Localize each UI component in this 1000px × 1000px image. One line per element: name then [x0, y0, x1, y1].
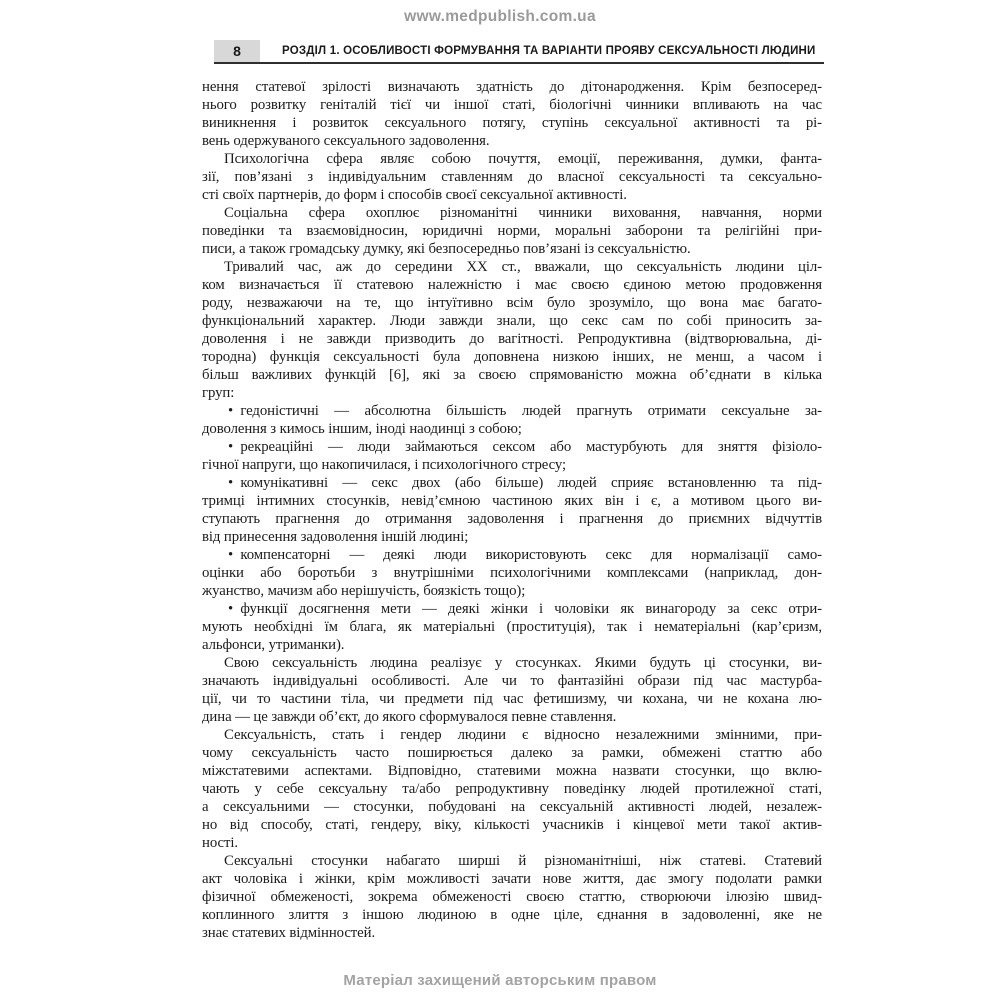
text-line: чому сексуальність часто поширюється далеко за рамки, обмежені статтю або	[202, 745, 822, 761]
text-line: фізичної обмеженості, зокрема обмеженості своєю статтю, створюючи ілюзію швид-	[202, 889, 822, 905]
text-line: роду, незважаючи на те, що інтуїтивно всім було зрозуміло, що вона має багато-	[202, 295, 822, 311]
text-line: Тривалий час, аж до середини XX ст., вважали, що сексуальність людини ціл-	[224, 259, 822, 275]
text-line: мують необхідні їм блага, як матеріальні (проституція), так і нематеріальні (кар’єризм,	[202, 619, 822, 635]
text-line: доволення і не завжди призводить до вагітності. Репродуктивна (відтворювальна, ді-	[202, 331, 822, 347]
text-line: від принесення задоволення іншій людині;	[202, 529, 469, 545]
text-line: коплинного злиття з іншою людиною в одне ціле, єднання в задоволенні, яке не	[202, 907, 822, 923]
text-block	[202, 78, 822, 942]
text-line: дина — це завжди об’єкт, до якого сформувалося певне ставлення.	[202, 709, 617, 725]
text-line: гічної напруги, що накопичилася, і психологічного стресу;	[202, 457, 566, 473]
text-line: писи, а також громадську думку, які безпосередньо пов’язані із сексуальністю.	[202, 241, 691, 257]
paragraph	[202, 204, 822, 258]
page-number: 8	[214, 40, 260, 62]
paragraph	[202, 150, 822, 204]
paragraph	[202, 726, 822, 852]
text-line: вень одержуваного сексуального задоволення.	[202, 133, 490, 149]
text-line: міжстатевими аспектами. Відповідно, статевими можна назвати стосунки, що вклю-	[202, 763, 822, 779]
text-line: акт чоловіка і жінки, крім можливості зачати нове життя, дає змогу подолати рамки	[202, 871, 822, 887]
paragraph	[202, 852, 822, 942]
text-line: оцінки або боротьби з внутрішніми психологічними комплексами (наприклад, дон-	[202, 565, 822, 581]
paragraph	[202, 654, 822, 726]
text-line: груп:	[202, 385, 235, 401]
text-line: Психологічна сфера являє собою почуття, емоції, переживання, думки, фанта-	[224, 151, 822, 167]
text-line: Сексуальність, стать і гендер людини є відносно незалежними змінними, при-	[224, 727, 822, 743]
text-line: функціональний характер. Люди завжди знали, що секс сам по собі приносить за-	[202, 313, 822, 329]
text-line: ком визначається її статевою належністю і має своєю єдиною метою продовження	[202, 277, 822, 293]
bullet-paragraph	[202, 546, 822, 600]
text-line: альфонси, утриманки).	[202, 637, 345, 653]
text-line: зії, пов’язані з індивідуальним ставленням до власної сексуальності та сексуально-	[202, 169, 822, 185]
bullet-paragraph	[202, 600, 822, 654]
text-line: поведінки та взаємовідносин, юридичні норми, моральні заборони та релігійні при-	[202, 223, 822, 239]
text-line: доволення з кимось іншим, іноді наодинці з собою;	[202, 421, 522, 437]
text-line: • гедоністичні — абсолютна більшість людей прагнуть отримати сексуальне за-	[228, 403, 822, 419]
text-line: більш важливих функцій [6], які за своєю спрямованістю можна об’єднати в кілька	[202, 367, 822, 383]
text-line: чають у себе сексуальну та/або репродуктивну поведінку людей протилежної статі,	[202, 781, 822, 797]
bullet-paragraph	[202, 402, 822, 438]
header-rule	[214, 62, 824, 64]
text-line: • компенсаторні — деякі люди використовують секс для нормалізації само-	[228, 547, 822, 563]
text-line: Сексуальні стосунки набагато ширші й різноманітніші, ніж статеві. Статевий	[224, 853, 822, 869]
text-line: тородна) функція сексуальності була доповнена низкою інших, не менш, а часом і	[202, 349, 822, 365]
text-line: нього розвитку геніталій тієї чи іншої статі, біологічні чинники впливають на час	[202, 97, 822, 113]
text-line: тримці інтимних стосунків, невід’ємною частиною яких він і є, а мотивом цього ви-	[202, 493, 822, 509]
text-line: • функції досягнення мети — деякі жінки і чоловіки як винагороду за секс отри-	[228, 601, 822, 617]
text-line: Соціальна сфера охоплює різноманітні чинники виховання, навчання, норми	[224, 205, 822, 221]
publisher-watermark: www.medpublish.com.ua	[404, 8, 596, 25]
bullet-paragraph	[202, 438, 822, 474]
text-line: нення статевої зрілості визначають здатність до дітонародження. Крім безпосеред-	[202, 79, 822, 95]
text-line: но від способу, статі, гендеру, віку, кількості учасників і кінцевої мети такої актив-	[202, 817, 822, 833]
chapter-title: РОЗДІЛ 1. ОСОБЛИВОСТІ ФОРМУВАННЯ ТА ВАРІАНТИ ПРОЯВУ СЕКСУАЛЬНОСТІ ЛЮДИНИ	[282, 45, 816, 57]
copyright-notice: Матеріал захищений авторським правом	[343, 972, 657, 989]
text-line: виникнення і розвиток сексуального потягу, ступінь сексуальної активності та рі-	[202, 115, 822, 131]
paragraph	[202, 258, 822, 402]
paragraph	[202, 78, 822, 150]
bullet-paragraph	[202, 474, 822, 546]
text-line: Свою сексуальність людина реалізує у стосунках. Якими будуть ці стосунки, ви-	[224, 655, 822, 671]
text-line: ції, чи то частини тіла, чи предмети під час фетишизму, чи кохана, чи не кохана лю-	[202, 691, 822, 707]
running-header	[214, 40, 824, 62]
text-line: • рекреаційні — люди займаються сексом або мастурбують для зняття фізіоло-	[228, 439, 822, 455]
text-line: а сексуальними — стосунки, побудовані на сексуальній активності людей, незалеж-	[202, 799, 822, 815]
text-line: ступають прагнення до отримання задоволення і прагнення до приємних відчуттів	[202, 511, 822, 527]
text-line: • комунікативні — секс двох (або більше) людей сприяє встановленню та під-	[228, 475, 822, 491]
text-line: значають індивідуальні особливості. Але чи то фантазійні образи під час мастурба-	[202, 673, 822, 689]
text-line: знає статевих відмінностей.	[202, 925, 376, 941]
text-line: жуанство, мачизм або нерішучість, боязкість тощо);	[202, 583, 526, 599]
text-line: ності.	[202, 835, 238, 851]
text-line: сті своїх партнерів, до форм і способів своєї сексуальної активності.	[202, 187, 627, 203]
